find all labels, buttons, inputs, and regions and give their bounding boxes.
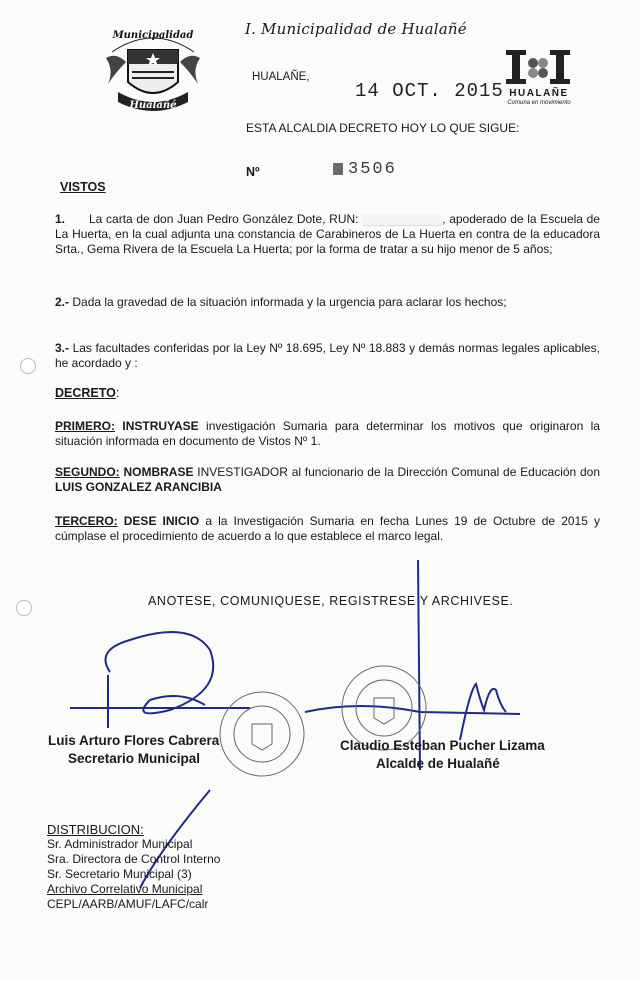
municipality-title: I. Municipalidad de Hualañé — [245, 20, 467, 38]
segundo-text: INVESTIGADOR al funcionario de la Dirección Comunal de Educación don — [197, 465, 601, 479]
brand-tagline: Comuna en movimiento — [507, 100, 571, 106]
distribution-line: Archivo Correlativo Municipal — [47, 882, 203, 896]
decreto-colon: : — [115, 386, 120, 400]
primero-action: INSTRUYASE — [122, 419, 199, 433]
brand-name: HUALAÑE — [509, 88, 569, 99]
right-signatory-title: Alcalde de Hualañé — [376, 756, 500, 771]
crest-text-bottom: Hualañé — [129, 100, 177, 111]
tercero-action: DESE INICIO — [123, 514, 200, 528]
item-3-text: Las facultades conferidas por la Ley Nº 18.695, Ley Nº 18.883 y demás normas legales aplicables, he acordado y : — [55, 341, 600, 370]
distribution-heading: DISTRIBUCION: — [47, 822, 144, 837]
distribution-line: Sr. Secretario Municipal (3) — [47, 867, 192, 881]
item-number: 3.- — [55, 341, 70, 355]
segundo-label: SEGUNDO: — [55, 465, 120, 479]
left-signatory-title: Secretario Municipal — [68, 751, 201, 766]
place-label: HUALAÑE, — [252, 71, 310, 83]
primero-label: PRIMERO: — [55, 419, 115, 433]
item-2-text: Dada la gravedad de la situación informada y la urgencia para aclarar los hechos; — [72, 295, 507, 309]
date-stamp: 14 OCT. 2015 — [355, 80, 504, 102]
crest-text-top: Municipalidad — [112, 30, 194, 41]
vistos-heading: VISTOS — [60, 180, 106, 194]
closing-formula: ANOTESE, COMUNIQUESE, REGISTRESE Y ARCHIVESE. — [148, 594, 514, 608]
municipal-seal-left — [220, 692, 304, 776]
distribution-block — [47, 822, 220, 912]
item-1-text-b: , apoderado de la Escuela de La Huerta, en la cual adjunta una constancia de Carabineros de La Huerta en contra de la educadora Srta., Gema Rivera de la Escuela La Huerta; por la forma de tratar a su hijo menor de 5 años; — [55, 212, 600, 256]
item-1-text-a: La carta de don Juan Pedro González Dote, RUN: — [89, 212, 359, 226]
primero-text: investigación Sumaria para determinar los motivos que originaron la situación informada en documento de Vistos Nº 1. — [55, 419, 600, 448]
decree-number: 3506 — [348, 160, 397, 179]
decreto-heading: DECRETO — [55, 386, 116, 400]
right-signatory-name: Claudio Esteban Pucher Lizama — [340, 738, 545, 753]
left-signatory-name: Luis Arturo Flores Cabrera — [48, 733, 220, 748]
segundo-action: NOMBRASE — [123, 465, 194, 479]
distribution-line: Sr. Administrador Municipal — [47, 837, 193, 851]
item-number: 1. — [55, 212, 66, 226]
tercero-label: TERCERO: — [55, 514, 118, 528]
item-number: 2.- — [55, 295, 70, 309]
distribution-line: Sra. Directora de Control Interno — [47, 852, 221, 866]
decree-number-label: Nº — [246, 165, 260, 179]
investigator-name: LUIS GONZALEZ ARANCIBIA — [55, 480, 222, 494]
distribution-line: CEPL/AARB/AMUF/LAFC/calr — [47, 897, 209, 911]
tercero-text: a la Investigación Sumaria en fecha Lunes 19 de Octubre de 2015 y cúmplase el procedimiento de acuerdo a lo que establece el marco legal. — [55, 514, 600, 543]
decree-intro: ESTA ALCALDIA DECRETO HOY LO QUE SIGUE: — [246, 121, 520, 135]
